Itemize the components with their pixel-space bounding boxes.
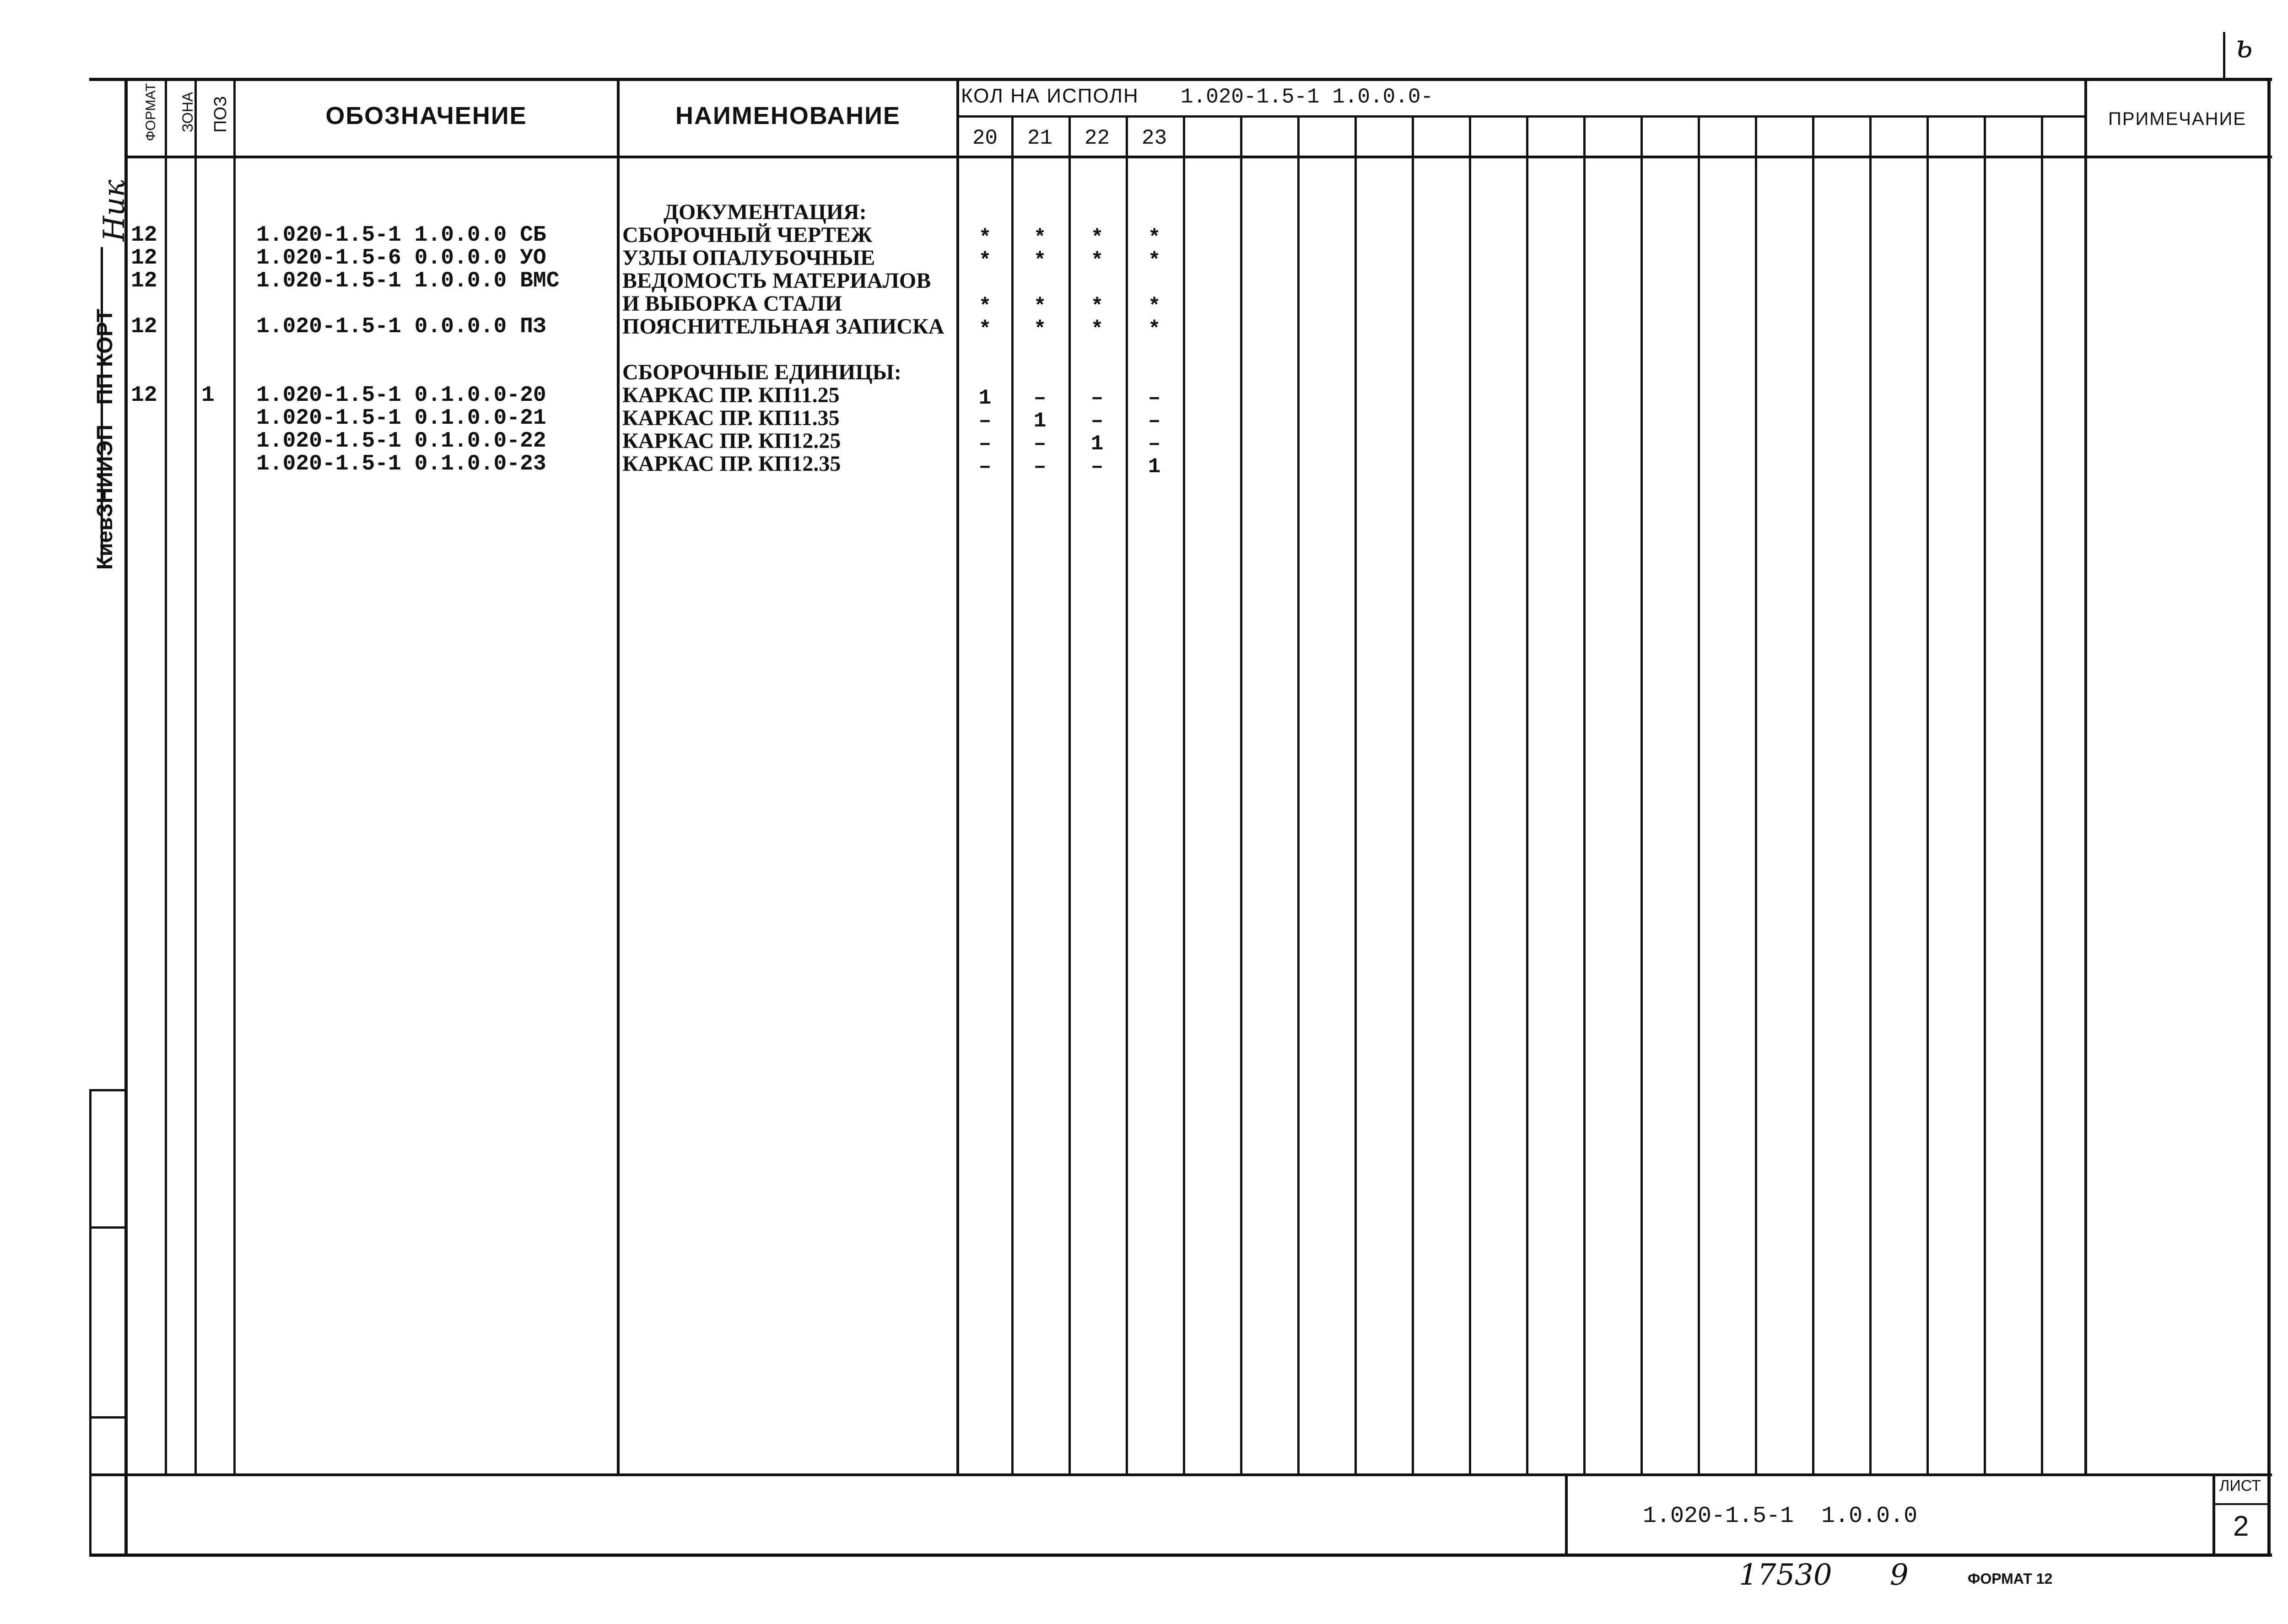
col-line-pos <box>233 78 236 1475</box>
row-mark-23: * <box>1148 318 1161 341</box>
inventory-number: 17530 <box>1739 1558 1832 1592</box>
row-mark-23: 1 <box>1148 455 1161 479</box>
row-mark-20: – <box>978 455 992 479</box>
row-format: 12 <box>131 314 157 339</box>
stamp-line-2 <box>89 1226 126 1229</box>
row-name: КАРКАС ПР. КП12.25 <box>622 429 841 453</box>
col-line-format <box>165 78 167 1475</box>
row-mark-22: * <box>1090 249 1104 273</box>
row-format: 12 <box>131 383 157 408</box>
row-mark-20: – <box>978 432 992 456</box>
row-mark-22: – <box>1090 409 1104 433</box>
qty-column-line <box>1640 115 1643 1475</box>
row-designation: 1.020-1.5-1 0.1.0.0-23 <box>256 452 546 476</box>
row-mark-23: * <box>1148 295 1161 318</box>
col-line-zone <box>194 78 197 1475</box>
row-mark-21: – <box>1033 386 1047 410</box>
stamp-signature: Ник <box>97 179 131 242</box>
row-mark-20: * <box>978 249 992 273</box>
row-mark-23: – <box>1148 409 1161 433</box>
row-name: КАРКАС ПР. КП12.35 <box>622 452 841 476</box>
qty-column-line <box>1698 115 1700 1475</box>
variant-header-21: 21 <box>1027 126 1053 150</box>
qty-column-line <box>1297 115 1300 1475</box>
frame-top-line <box>89 78 2272 81</box>
row-name: КАРКАС ПР. КП11.35 <box>622 406 840 430</box>
row-mark-22: * <box>1090 295 1104 318</box>
qty-column-line <box>1583 115 1586 1475</box>
row-mark-20: – <box>978 409 992 433</box>
header-format: ФОРМАТ <box>143 83 158 141</box>
row-designation: 1.020-1.5-1 0.1.0.0-22 <box>256 429 546 453</box>
row-format: 12 <box>131 269 157 293</box>
row-mark-21: 1 <box>1033 409 1047 433</box>
row-format: 12 <box>131 246 157 270</box>
row-name: ВЕДОМОСТЬ МАТЕРИАЛОВ <box>622 269 931 293</box>
qty-column-line <box>1412 115 1414 1475</box>
qty-column-line <box>2041 115 2043 1475</box>
row-mark-21: – <box>1033 432 1047 456</box>
extra-mark: 9 <box>1890 1558 1909 1592</box>
row-mark-22: 1 <box>1090 432 1104 456</box>
row-designation: 1.020-1.5-1 0.1.0.0-21 <box>256 406 546 431</box>
title-doc-code: 1.020-1.5-1 1.0.0.0 <box>1643 1503 1918 1529</box>
col-line-designation <box>617 78 620 1475</box>
row-mark-20: * <box>978 295 992 318</box>
qty-column-line <box>1869 115 1872 1475</box>
variant-header-23: 23 <box>1141 126 1167 150</box>
header-pos: ПОЗ <box>211 96 230 133</box>
corner-tick <box>2223 32 2225 80</box>
row-mark-21: – <box>1033 455 1047 479</box>
variant-header-20: 20 <box>972 126 998 150</box>
row-name: СБОРОЧНЫЙ ЧЕРТЕЖ <box>622 223 873 247</box>
qty-column-line <box>1354 115 1357 1475</box>
stamp-org: КиевЗНИИЭП <box>93 424 117 570</box>
header-designation: ОБОЗНАЧЕНИЕ <box>325 102 527 129</box>
sheet-box-divider <box>2212 1503 2270 1505</box>
header-zone: ЗОНА <box>179 92 196 133</box>
frame-right-line <box>2267 78 2271 1557</box>
qty-column-line <box>1183 115 1185 1475</box>
stamp-left-line <box>89 1089 92 1556</box>
row-mark-22: * <box>1090 226 1104 250</box>
qty-column-line <box>1469 115 1471 1475</box>
stamp-org-text <box>92 297 119 581</box>
corner-mark: ь <box>2235 27 2253 65</box>
row-mark-20: 1 <box>978 386 992 410</box>
header-qty: КОЛ НА ИСПОЛН <box>961 85 1139 107</box>
format-label: ФОРМАТ 12 <box>1968 1570 2053 1587</box>
row-name: УЗЛЫ ОПАЛУБОЧНЫЕ <box>622 246 875 270</box>
title-block-left-line <box>1565 1473 1568 1556</box>
sheet-number: 2 <box>2233 1511 2249 1542</box>
row-designation: 1.020-1.5-1 0.1.0.0-20 <box>256 383 546 408</box>
frame-bottom-line <box>89 1554 2272 1557</box>
qty-column-line <box>1984 115 1986 1475</box>
row-mark-22: * <box>1090 318 1104 341</box>
row-name: КАРКАС ПР. КП11.25 <box>622 383 840 407</box>
qty-column-line <box>1926 115 1929 1475</box>
header-note: ПРИМЕЧАНИЕ <box>2108 109 2246 129</box>
header-name: НАИМЕНОВАНИЕ <box>675 102 901 129</box>
row-designation: 1.020-1.5-6 0.0.0.0 УО <box>256 246 546 270</box>
row-name: ДОКУМЕНТАЦИЯ: <box>664 200 867 224</box>
qty-column-line <box>1812 115 1814 1475</box>
row-mark-23: * <box>1148 226 1161 250</box>
header-variant-base: 1.020-1.5-1 1.0.0.0- <box>1181 85 1434 109</box>
col-line-note <box>2084 78 2087 1475</box>
qty-column-line <box>1240 115 1242 1475</box>
row-designation: 1.020-1.5-1 0.0.0.0 ПЗ <box>256 314 546 339</box>
row-name: И ВЫБОРКА СТАЛИ <box>622 291 842 316</box>
row-mark-22: – <box>1090 455 1104 479</box>
col-line-name <box>956 78 959 1475</box>
header-bottom-line <box>127 156 2272 158</box>
row-name: ПОЯСНИТЕЛЬНАЯ ЗАПИСКА <box>622 314 944 339</box>
row-name: СБОРОЧНЫЕ ЕДИНИЦЫ: <box>622 360 901 384</box>
row-mark-20: * <box>978 318 992 341</box>
row-mark-21: * <box>1033 249 1047 273</box>
stamp-dept: ПП КОРТ <box>93 308 117 405</box>
row-pos: 1 <box>201 383 215 408</box>
sheet-label: ЛИСТ <box>2219 1477 2261 1495</box>
row-format: 12 <box>131 223 157 248</box>
table-bottom-line <box>89 1473 2272 1476</box>
row-designation: 1.020-1.5-1 1.0.0.0 СБ <box>256 223 546 248</box>
row-mark-23: – <box>1148 386 1161 410</box>
row-designation: 1.020-1.5-1 1.0.0.0 ВМС <box>256 269 560 293</box>
qty-column-line <box>1755 115 1757 1475</box>
row-mark-21: * <box>1033 295 1047 318</box>
row-mark-21: * <box>1033 226 1047 250</box>
row-mark-23: – <box>1148 432 1161 456</box>
variant-header-22: 22 <box>1084 126 1110 150</box>
frame-left-line <box>124 78 128 1557</box>
sheet-box-left-line <box>2212 1473 2215 1556</box>
stamp-line-3 <box>89 1416 126 1419</box>
row-mark-22: – <box>1090 386 1104 410</box>
stamp-line-1 <box>89 1089 126 1091</box>
qty-column-line <box>1526 115 1528 1475</box>
row-mark-20: * <box>978 226 992 250</box>
row-mark-21: * <box>1033 318 1047 341</box>
row-mark-23: * <box>1148 249 1161 273</box>
